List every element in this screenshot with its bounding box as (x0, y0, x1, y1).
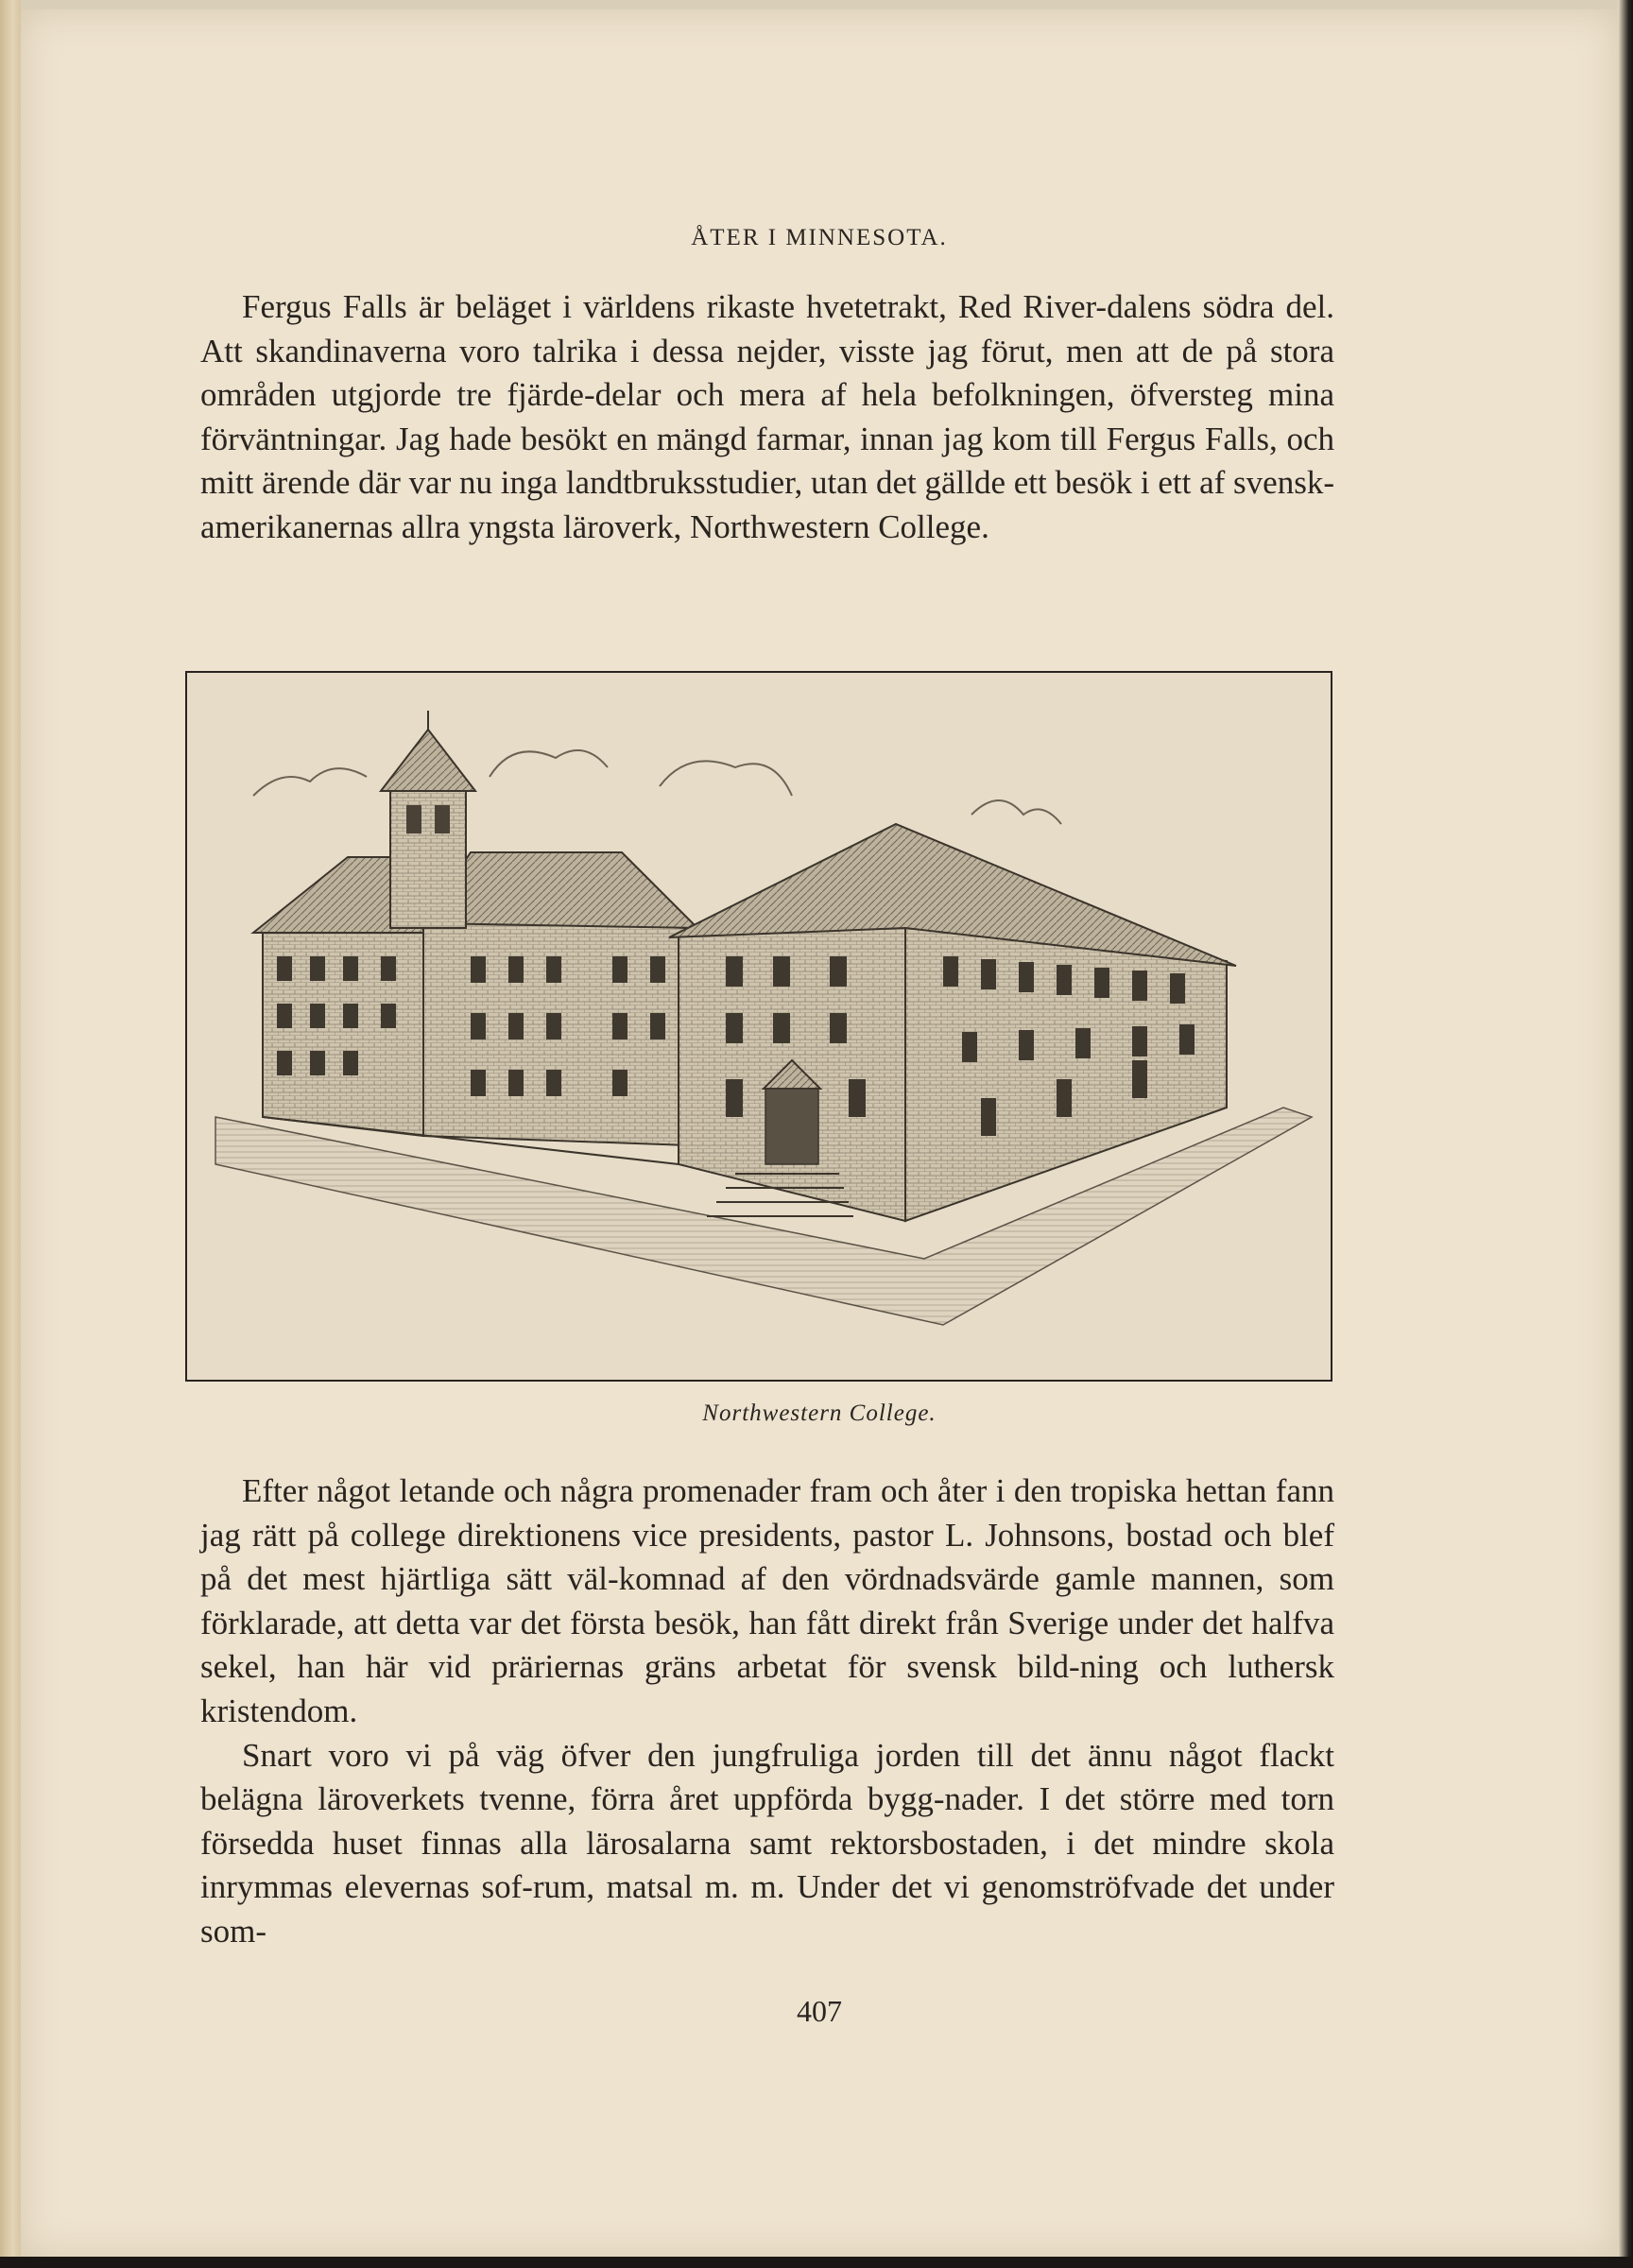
paragraph-3: Snart voro vi på väg öfver den jungfruliga jorden till det ännu något flackt belägna läroverkets tvenne, förra året uppförda bygg-nader. I det större med torn försedda huset finnas alla lärosalarna samt rektorsbostaden, i det mindre skola inrymmas elevernas sof-rum, matsal m. m. Under det vi genomströfvade det under som- (200, 1736, 1334, 1950)
engraving-illustration (185, 671, 1332, 1382)
page-number: 407 (797, 1994, 842, 2028)
page-edge-right (1618, 0, 1633, 2268)
paragraph-2: Efter något letande och några promenader fram och åter i den tropiska hettan fann jag rätt på college direktionens vice presidents, pastor L. Johnsons, bostad och blef på det mest hjärtliga sätt väl-komnad af den vördnadsvärde gamle mannen, som förklarade, att detta var det första besök, han fått direkt från Sverige under det halfva sekel, han här vid präriernas gräns arbetat för svensk bild-ning och luthersk kristendom. (200, 1472, 1334, 1729)
paragraph-1: Fergus Falls är beläget i världens rikaste hvetetrakt, Red River-dalens södra del. Att skandinaverna voro talrika i dessa nejder, visste jag förut, men att de på stora områden utgjorde tre fjärde-delar och mera af hela befolkningen, öfversteg mina förväntningar. Jag hade besökt en mängd farmar, innan jag kom till Fergus Falls, och mitt ärende där var nu inga landtbruksstudier, utan det gällde ett besök i ett af svensk-amerikanernas allra yngsta läroverk, Northwestern College. (200, 288, 1334, 545)
figure-caption: Northwestern College. (702, 1400, 937, 1426)
running-head: ÅTER I MINNESOTA. (691, 225, 948, 250)
page-edge-bottom (0, 2257, 1633, 2268)
text-block-top (200, 285, 1334, 550)
text-block-bottom (200, 1469, 1334, 1954)
college-buildings-drawing (187, 673, 1331, 1380)
book-page (21, 9, 1618, 2259)
book-spine (0, 0, 21, 2268)
